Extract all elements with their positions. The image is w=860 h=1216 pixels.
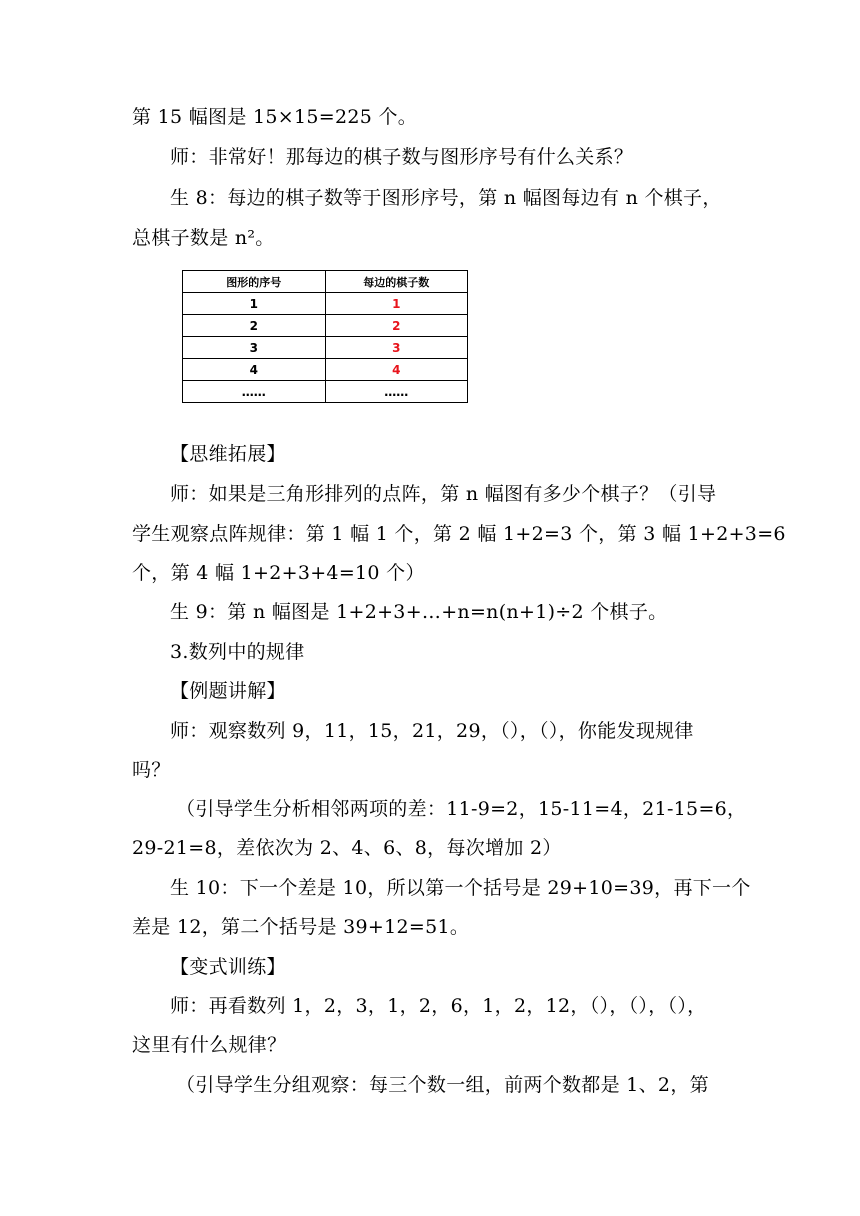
paragraph-line: 师：非常好！那每边的棋子数与图形序号有什么关系？ bbox=[170, 146, 634, 168]
table-cell: …… bbox=[325, 381, 468, 403]
paragraph-line: 29-21=8，差依次为 2、4、6、8，每次增加 2） bbox=[132, 837, 562, 859]
section-heading: 3.数列中的规律 bbox=[170, 641, 305, 663]
table-row bbox=[183, 359, 468, 381]
table-cell: 2 bbox=[183, 315, 326, 337]
paragraph-line: 个，第 4 幅 1+2+3+4=10 个） bbox=[132, 562, 425, 584]
table-row bbox=[183, 337, 468, 359]
paragraph-line: 师：观察数列 9，11，15，21，29，（），（），你能发现规律 bbox=[170, 720, 694, 742]
paragraph-line: 师：如果是三角形排列的点阵，第 n 幅图有多少个棋子？（引导 bbox=[170, 483, 717, 505]
paragraph-line: 生 9：第 n 幅图是 1+2+3+…+n=n(n+1)÷2 个棋子。 bbox=[170, 601, 668, 623]
paragraph-line: 吗？ bbox=[132, 759, 171, 781]
table-cell: 3 bbox=[183, 337, 326, 359]
table-cell: …… bbox=[183, 381, 326, 403]
table-row bbox=[183, 293, 468, 315]
paragraph-line: 学生观察点阵规律：第 1 幅 1 个，第 2 幅 1+2=3 个，第 3 幅 1+2+3=6 bbox=[132, 523, 786, 545]
table-cell: 2 bbox=[325, 315, 468, 337]
paragraph-line: 生 10：下一个差是 10，所以第一个括号是 29+10=39，再下一个 bbox=[170, 877, 751, 899]
section-heading: 【变式训练】 bbox=[170, 956, 286, 978]
table-row bbox=[183, 381, 468, 403]
table-cell: 4 bbox=[183, 359, 326, 381]
paragraph-line: 第 15 幅图是 15×15=225 个。 bbox=[132, 106, 418, 128]
paragraph-line: 差是 12，第二个括号是 39+12=51。 bbox=[132, 916, 470, 938]
table-header-cell: 图形的序号 bbox=[183, 271, 326, 293]
paragraph-line: （引导学生分组观察：每三个数一组，前两个数都是 1、2，第 bbox=[176, 1074, 709, 1096]
section-heading: 【例题讲解】 bbox=[170, 680, 286, 702]
table-header-cell: 每边的棋子数 bbox=[325, 271, 468, 293]
table-cell: 3 bbox=[325, 337, 468, 359]
table-row bbox=[183, 315, 468, 337]
table-cell: 1 bbox=[325, 293, 468, 315]
pieces-table bbox=[182, 270, 468, 403]
paragraph-line: （引导学生分析相邻两项的差：11-9=2，15-11=4，21-15=6， bbox=[176, 798, 747, 820]
table-cell: 4 bbox=[325, 359, 468, 381]
paragraph-line: 总棋子数是 n²。 bbox=[132, 227, 275, 249]
section-heading: 【思维拓展】 bbox=[170, 443, 286, 465]
paragraph-line: 这里有什么规律？ bbox=[132, 1034, 287, 1056]
table-cell: 1 bbox=[183, 293, 326, 315]
paragraph-line: 生 8：每边的棋子数等于图形序号，第 n 幅图每边有 n 个棋子， bbox=[170, 187, 722, 209]
table-header-row bbox=[183, 271, 468, 293]
paragraph-line: 师：再看数列 1，2，3，1，2，6，1，2，12，（），（），（）， bbox=[170, 995, 707, 1017]
